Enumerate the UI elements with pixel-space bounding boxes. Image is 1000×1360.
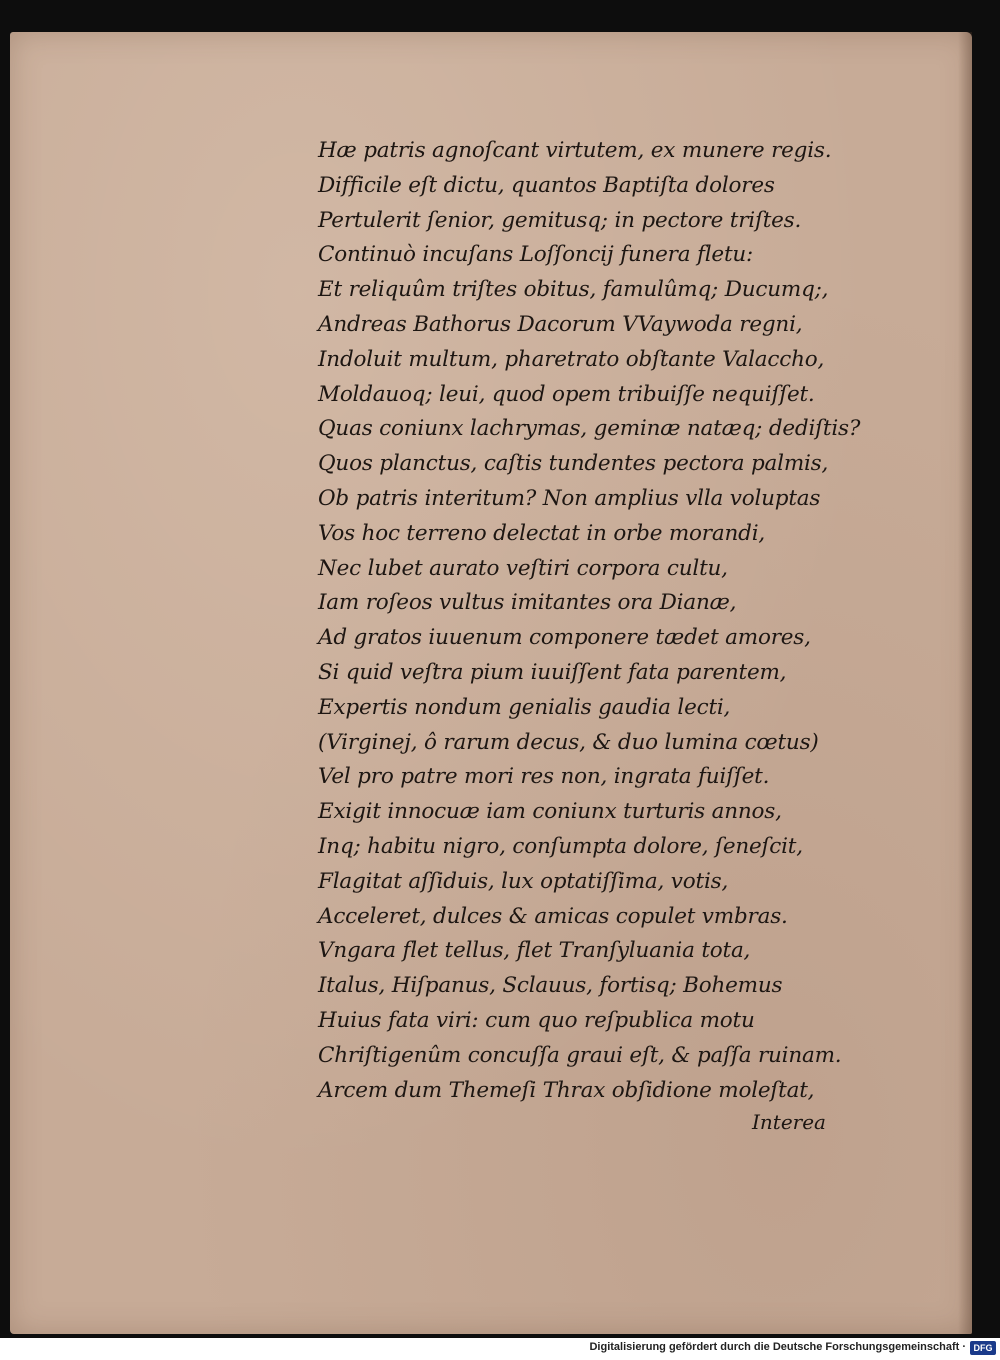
footer-bar: [0, 1338, 1000, 1360]
verse-line: Indoluit multum, pharetrato obſtante Valaccho,: [318, 346, 825, 372]
verse-line: Pertulerit ſenior, gemitusq; in pectore triſtes.: [318, 207, 802, 233]
verse-line: Acceleret, dulces & amicas copulet vmbras.: [318, 903, 788, 929]
verse-line: Chriſtigenûm concuſſa graui eſt, & paſſa ruinam.: [318, 1042, 842, 1068]
verse-line: Inq; habitu nigro, conſumpta dolore, ſeneſcit,: [318, 833, 803, 859]
verse-line: Vos hoc terreno delectat in orbe morandi,: [318, 520, 766, 546]
verse-line: Huius fata viri: cum quo reſpublica motu: [318, 1007, 755, 1033]
verse-line: Quos planctus, caſtis tundentes pectora palmis,: [318, 451, 829, 477]
verse-line: Italus, Hiſpanus, Sclauus, fortisq; Bohemus: [318, 973, 783, 999]
verse-line: Et reliquûm triſtes obitus, famulûmq; Ducumq;,: [318, 277, 829, 303]
verse-line: Hæ patris agnoſcant virtutem, ex munere regis.: [318, 138, 832, 163]
page-edge-shadow: [958, 32, 972, 1334]
funding-credit: Digitalisierung gefördert durch die Deutsche Forschungsgemeinschaft ·: [589, 1341, 966, 1353]
verse-line: Si quid veſtra pium iuuiſſent fata parentem,: [318, 659, 787, 685]
catchword: Interea: [752, 1110, 826, 1134]
verse-line: Andreas Bathorus Dacorum VVaywoda regni,: [318, 311, 803, 337]
verse-line: Continuò incuſans Loſſoncij funera fletu:: [318, 242, 754, 268]
verse-line: (Virginej, ô rarum decus, & duo lumina cœtus): [318, 729, 819, 755]
verse-line: Difficile eſt dictu, quantos Baptiſta dolores: [318, 172, 775, 198]
verse-line: Arcem dum Themeſi Thrax obſidione moleſtat,: [318, 1077, 815, 1103]
dfg-logo-icon[interactable]: DFG: [970, 1341, 996, 1355]
poem-text: [318, 134, 878, 1108]
verse-line: Exigit innocuæ iam coniunx turturis annos,: [318, 799, 782, 825]
verse-line: Moldauoq; leui, quod opem tribuiſſe nequiſſet.: [318, 381, 815, 407]
verse-line: Ob patris interitum? Non amplius vlla voluptas: [318, 485, 821, 511]
verse-line: Flagitat aſſiduis, lux optatiſſima, votis,: [318, 868, 729, 894]
verse-line: Ad gratos iuuenum componere tædet amores,: [318, 625, 811, 651]
verse-line: Quas coniunx lachrymas, geminæ natæq; dediſtis?: [318, 416, 861, 442]
verse-line: Vngara flet tellus, flet Tranſyluania tota,: [318, 938, 751, 964]
verse-line: Expertis nondum genialis gaudia lecti,: [318, 694, 731, 720]
verse-line: Iam roſeos vultus imitantes ora Dianæ,: [318, 590, 737, 616]
verse-line: Nec lubet aurato veſtiri corpora cultu,: [318, 555, 728, 581]
verse-line: Vel pro patre mori res non, ingrata fuiſſet.: [318, 764, 770, 790]
